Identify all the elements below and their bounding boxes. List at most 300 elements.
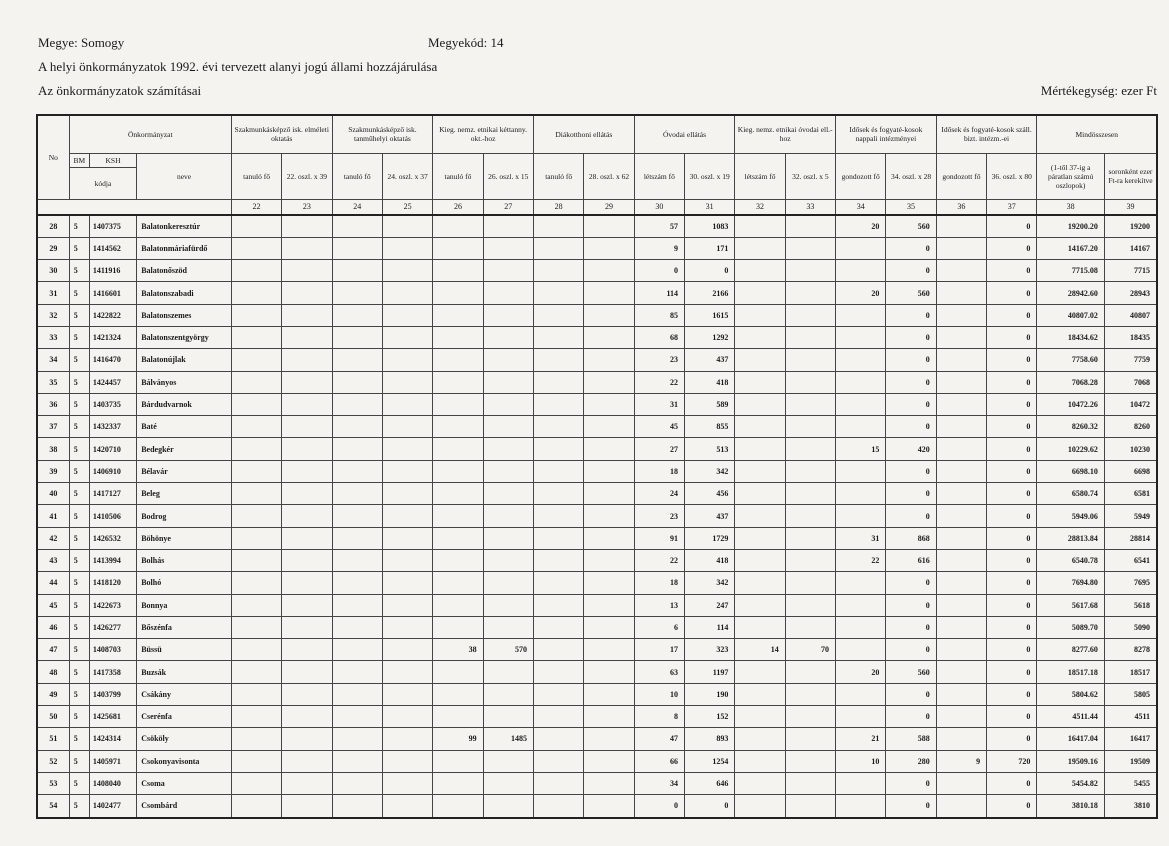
table-cell [735,282,785,304]
table-cell: 22 [634,371,684,393]
table-cell: 5 [69,483,89,505]
table-cell: 5 [69,282,89,304]
table-cell [483,795,533,818]
table-cell: 5 [69,683,89,705]
table-cell [332,215,382,238]
table-row [37,594,1157,616]
table-cell: 5 [69,728,89,750]
table-cell: 588 [886,728,936,750]
group-header: Idősek és fogyaté-kosok nappali intézményei [836,115,937,153]
table-cell: 45 [634,416,684,438]
table-cell: 5 [69,460,89,482]
table-cell: 0 [886,706,936,728]
table-cell: 14167.20 [1037,237,1104,259]
table-cell: 14167 [1104,237,1157,259]
table-cell [785,483,835,505]
table-cell [231,795,281,818]
table-cell: 7695 [1104,572,1157,594]
table-cell [282,527,332,549]
table-cell: 47 [634,728,684,750]
document-subtitle: Az önkormányzatok számításai [38,83,202,98]
table-cell: 1420710 [89,438,136,460]
table-cell [836,237,886,259]
table-cell: 39 [37,460,69,482]
table-cell: 0 [987,728,1037,750]
table-cell: 46 [37,616,69,638]
table-cell [836,460,886,482]
table-cell [735,237,785,259]
table-cell: 616 [886,549,936,571]
table-cell: 1406910 [89,460,136,482]
table-cell [785,416,835,438]
table-cell: 0 [886,326,936,348]
table-cell [735,460,785,482]
table-cell [785,661,835,683]
table-cell: 30 [37,260,69,282]
municipality-name-cell: Baté [137,416,232,438]
table-cell: 1407375 [89,215,136,238]
table-cell [533,527,583,549]
column-number: 28 [533,199,583,215]
table-cell [936,460,986,482]
table-cell [231,728,281,750]
table-cell [735,594,785,616]
subheader: 36. oszl. x 80 [987,153,1037,199]
table-cell: 1408040 [89,772,136,794]
table-cell: 29 [37,237,69,259]
table-cell: 10472 [1104,393,1157,415]
table-row [37,728,1157,750]
table-cell [433,683,483,705]
table-cell: 54 [37,795,69,818]
table-cell: 57 [634,215,684,238]
table-cell: 0 [987,505,1037,527]
table-cell [231,282,281,304]
table-cell [433,505,483,527]
table-cell: 560 [886,215,936,238]
table-cell [936,683,986,705]
table-cell [584,594,634,616]
table-cell: 0 [886,483,936,505]
table-cell [785,505,835,527]
municipality-name-cell: Balatonőszöd [137,260,232,282]
table-cell: 1197 [685,661,735,683]
table-cell [735,527,785,549]
table-cell [433,594,483,616]
table-cell: 7068.28 [1037,371,1104,393]
table-row [37,260,1157,282]
table-cell [584,393,634,415]
group-header: Mindösszesen [1037,115,1157,153]
table-cell [735,750,785,772]
table-cell [483,416,533,438]
table-cell [936,728,986,750]
table-cell [382,772,432,794]
table-cell: 1424457 [89,371,136,393]
table-cell [483,594,533,616]
table-cell: 5 [69,750,89,772]
table-cell: 0 [987,304,1037,326]
table-cell [533,549,583,571]
table-cell [936,416,986,438]
table-cell [332,260,382,282]
municipality-name-cell: Bálványos [137,371,232,393]
table-cell [483,706,533,728]
table-cell: 7759 [1104,349,1157,371]
table-cell: 0 [886,304,936,326]
table-cell: 40 [37,483,69,505]
table-cell: 418 [685,549,735,571]
table-cell: 855 [685,416,735,438]
table-cell: 5949.06 [1037,505,1104,527]
subheader: (1-től 37-ig a páratlan számú oszlopok) [1037,153,1104,199]
table-cell [483,527,533,549]
table-cell [231,750,281,772]
table-cell: 18434.62 [1037,326,1104,348]
table-cell: 0 [987,460,1037,482]
table-cell [533,460,583,482]
table-cell: 5 [69,326,89,348]
table-cell: 43 [37,549,69,571]
table-cell: 1408703 [89,639,136,661]
table-cell: 68 [634,326,684,348]
table-cell: 9 [936,750,986,772]
municipality-name-cell: Bodrog [137,505,232,527]
table-cell [533,683,583,705]
table-cell: 5 [69,416,89,438]
table-cell [282,549,332,571]
table-cell [382,483,432,505]
table-cell: 34 [634,772,684,794]
municipality-name-cell: Bonnya [137,594,232,616]
table-cell: 22 [634,549,684,571]
table-cell [282,795,332,818]
table-cell [332,483,382,505]
table-cell [231,460,281,482]
table-cell: 28813.84 [1037,527,1104,549]
table-cell: 0 [987,393,1037,415]
table-cell: 6 [634,616,684,638]
table-cell: 1422673 [89,594,136,616]
table-cell [584,527,634,549]
table-cell: 0 [987,483,1037,505]
table-cell: 1402477 [89,795,136,818]
table-cell [483,215,533,238]
municipality-name-cell: Balatonmáriafürdő [137,237,232,259]
table-cell: 1292 [685,326,735,348]
table-cell: 5804.62 [1037,683,1104,705]
table-cell [584,304,634,326]
table-cell: 5089.70 [1037,616,1104,638]
column-number: 22 [231,199,281,215]
table-cell: 560 [886,661,936,683]
table-cell [836,772,886,794]
county-code-label: Megyekód: 14 [428,35,504,50]
table-cell: 4511 [1104,706,1157,728]
table-row [37,282,1157,304]
table-cell: 85 [634,304,684,326]
group-header: Óvodai ellátás [634,115,735,153]
table-cell: 5 [69,706,89,728]
table-cell [433,416,483,438]
table-cell [231,416,281,438]
header-kodja: kódja [69,167,136,199]
group-header: Kieg. nemz. etnikai óvodai ell.-hoz [735,115,836,153]
document-title: A helyi önkormányzatok 1992. évi tervezett alanyi jogú állami hozzájárulása [38,59,438,74]
table-cell: 0 [987,616,1037,638]
table-cell [382,505,432,527]
table-cell [231,438,281,460]
municipality-name-cell: Csököly [137,728,232,750]
table-row [37,326,1157,348]
table-row [37,393,1157,415]
table-row [37,527,1157,549]
table-cell: 91 [634,527,684,549]
table-cell [433,282,483,304]
data-table [36,114,1158,819]
table-cell: 5 [69,505,89,527]
table-cell: 18 [634,572,684,594]
table-cell: 28943 [1104,282,1157,304]
table-cell: 52 [37,750,69,772]
table-cell: 23 [634,349,684,371]
column-number: 39 [1104,199,1157,215]
table-cell: 0 [987,661,1037,683]
table-cell [282,572,332,594]
table-cell [382,349,432,371]
table-cell: 50 [37,706,69,728]
table-cell [936,505,986,527]
column-number: 38 [1037,199,1104,215]
table-cell [735,661,785,683]
table-cell: 1417358 [89,661,136,683]
table-cell [382,616,432,638]
county-label: Megye: Somogy [38,35,125,50]
table-cell [584,505,634,527]
group-header: Kieg. nemz. etnikai kéttanny. okt.-hoz [433,115,534,153]
table-cell [836,594,886,616]
table-cell: 1422822 [89,304,136,326]
table-cell: 868 [886,527,936,549]
table-cell [433,237,483,259]
table-cell [483,371,533,393]
table-cell: 19509.16 [1037,750,1104,772]
table-cell [282,326,332,348]
table-cell [785,572,835,594]
table-cell [282,594,332,616]
table-cell [433,393,483,415]
table-cell [433,795,483,818]
table-cell [282,304,332,326]
table-cell: 0 [685,795,735,818]
table-cell [936,260,986,282]
table-cell: 5 [69,616,89,638]
table-cell: 7715 [1104,260,1157,282]
table-cell: 0 [987,282,1037,304]
municipality-name-cell: Balatonújlak [137,349,232,371]
table-cell: 33 [37,326,69,348]
column-number: 24 [332,199,382,215]
table-cell [936,349,986,371]
table-cell: 38 [37,438,69,460]
table-cell: 456 [685,483,735,505]
table-cell [231,661,281,683]
table-cell [936,795,986,818]
table-row [37,661,1157,683]
table-cell [785,260,835,282]
table-row [37,371,1157,393]
municipality-name-cell: Cserénfa [137,706,232,728]
table-row [37,483,1157,505]
table-cell [382,438,432,460]
table-cell: 1403799 [89,683,136,705]
table-cell [836,483,886,505]
table-cell [483,505,533,527]
table-cell: 5 [69,549,89,571]
table-cell [735,483,785,505]
table-cell: 66 [634,750,684,772]
table-cell: 1411916 [89,260,136,282]
table-cell: 0 [987,371,1037,393]
table-cell [735,728,785,750]
table-cell: 5618 [1104,594,1157,616]
table-cell: 5805 [1104,683,1157,705]
table-cell [382,304,432,326]
table-cell: 152 [685,706,735,728]
table-cell [231,594,281,616]
subheader: 26. oszl. x 15 [483,153,533,199]
table-cell: 16417.04 [1037,728,1104,750]
table-cell: 1432337 [89,416,136,438]
table-cell: 40807 [1104,304,1157,326]
table-cell: 0 [886,371,936,393]
table-cell [584,728,634,750]
table-cell: 5 [69,260,89,282]
municipality-name-cell: Beleg [137,483,232,505]
table-cell [785,438,835,460]
table-cell [836,795,886,818]
table-cell [332,594,382,616]
table-cell: 5617.68 [1037,594,1104,616]
table-cell: 5 [69,572,89,594]
table-cell [332,728,382,750]
table-cell [584,460,634,482]
table-cell [735,438,785,460]
table-cell [433,349,483,371]
table-cell [332,549,382,571]
table-cell: 1424314 [89,728,136,750]
municipality-name-cell: Csokonyavisonta [137,750,232,772]
table-cell [836,260,886,282]
table-cell [231,215,281,238]
table-cell: 5 [69,594,89,616]
table-cell: 437 [685,349,735,371]
table-cell [936,616,986,638]
table-cell: 1254 [685,750,735,772]
table-cell [533,706,583,728]
table-cell [936,527,986,549]
table-cell: 0 [685,260,735,282]
table-cell: 5 [69,527,89,549]
table-cell [533,750,583,772]
table-cell [533,728,583,750]
table-cell: 0 [987,527,1037,549]
table-cell [785,750,835,772]
column-number-spacer [37,199,231,215]
table-cell [332,416,382,438]
table-cell [735,349,785,371]
table-cell [584,661,634,683]
table-cell [282,282,332,304]
table-cell: 171 [685,237,735,259]
table-cell: 0 [886,639,936,661]
table-cell [735,706,785,728]
table-cell: 589 [685,393,735,415]
table-cell [735,572,785,594]
table-cell [282,460,332,482]
table-cell [785,616,835,638]
table-cell: 1418120 [89,572,136,594]
table-cell [584,483,634,505]
table-cell: 280 [886,750,936,772]
table-cell: 1413994 [89,549,136,571]
table-cell: 47 [37,639,69,661]
subheader: 30. oszl. x 19 [685,153,735,199]
table-cell [836,393,886,415]
table-cell: 5 [69,393,89,415]
table-cell: 0 [634,260,684,282]
table-cell [332,460,382,482]
table-cell [483,549,533,571]
table-cell: 0 [987,215,1037,238]
subheader: tanuló fő [231,153,281,199]
table-cell: 5 [69,371,89,393]
table-cell: 3810.18 [1037,795,1104,818]
table-cell [332,282,382,304]
table-cell [231,393,281,415]
table-cell [735,795,785,818]
table-cell: 32 [37,304,69,326]
table-row [37,460,1157,482]
table-cell [382,683,432,705]
table-cell [533,260,583,282]
table-row [37,639,1157,661]
table-cell: 6580.74 [1037,483,1104,505]
table-cell [231,683,281,705]
table-cell: 1416601 [89,282,136,304]
table-cell [584,260,634,282]
municipality-name-cell: Bőszénfa [137,616,232,638]
table-cell [584,215,634,238]
table-cell: 38 [433,639,483,661]
table-cell: 0 [987,260,1037,282]
table-cell: 5090 [1104,616,1157,638]
table-row [37,416,1157,438]
table-cell: 3810 [1104,795,1157,818]
table-cell [382,282,432,304]
table-cell [533,639,583,661]
table-cell [584,549,634,571]
table-cell: 342 [685,460,735,482]
table-cell [584,349,634,371]
table-cell: 0 [886,349,936,371]
table-cell: 7068 [1104,371,1157,393]
table-cell [433,260,483,282]
table-cell: 5 [69,304,89,326]
table-cell: 0 [987,639,1037,661]
table-cell [382,416,432,438]
table-cell [936,594,986,616]
